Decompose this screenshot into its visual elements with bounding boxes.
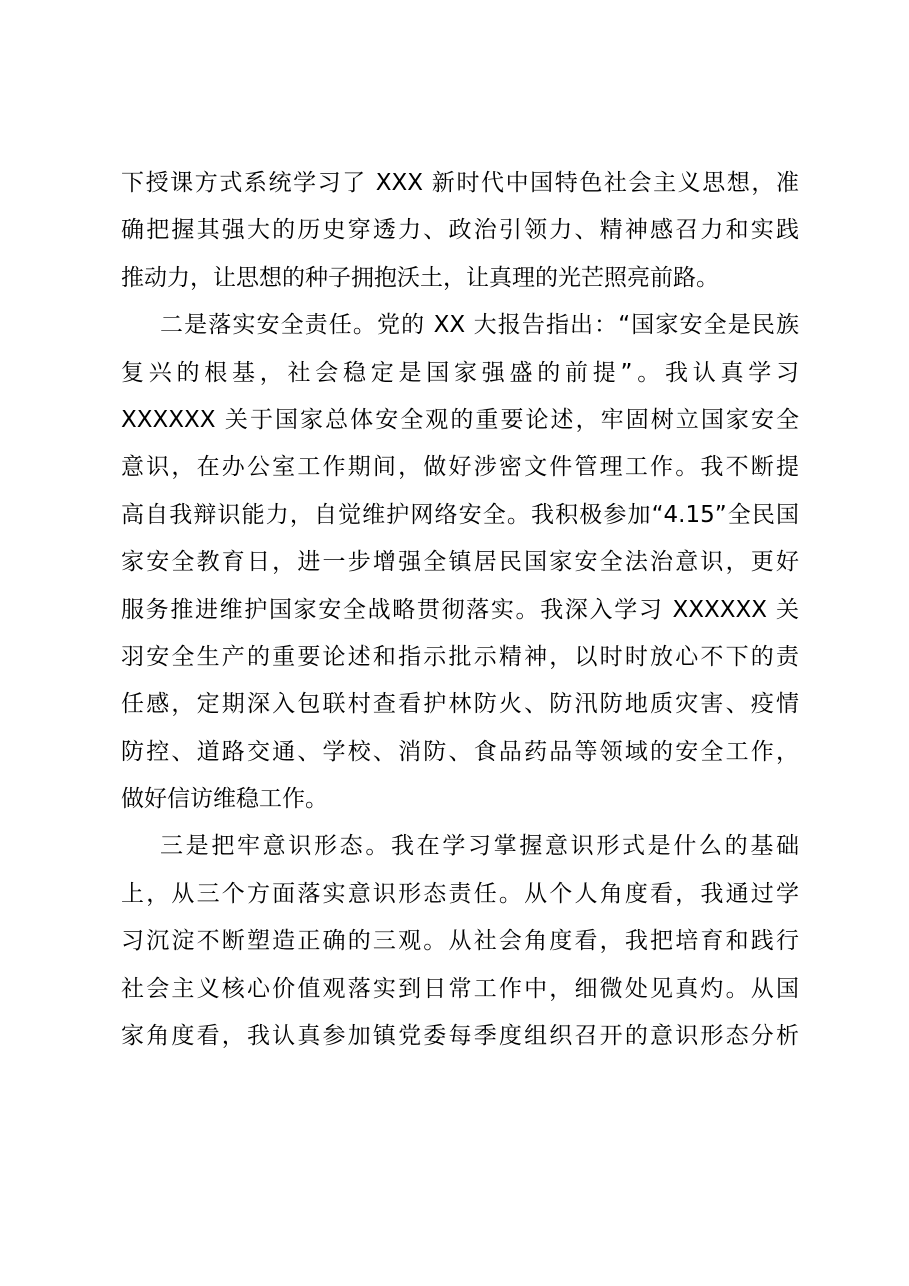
- text-line: 确把握其强大的历史穿透力、政治引领力、精神感召力和实践: [121, 217, 799, 244]
- text-line: 羽安全生产的重要论述和指示批示精神，以时时放心不下的责: [121, 643, 799, 670]
- text-line: XXXXXX 关于国家总体安全观的重要论述，牢固树立国家安全: [121, 406, 799, 433]
- text-line: 做好信访维稳工作。: [121, 786, 328, 813]
- text-line: 家安全教育日，进一步增强全镇居民国家安全法治意识，更好: [121, 549, 799, 576]
- text-line: 防控、道路交通、学校、消防、食品药品等领域的安全工作，: [121, 738, 799, 765]
- text-line: 下授课方式系统学习了 XXX 新时代中国特色社会主义思想，准: [121, 170, 799, 196]
- text-line: 任感，定期深入包联村查看护林防火、防汛防地质灾害、疫情: [121, 691, 799, 718]
- text-line: 意识，在办公室工作期间，做好涉密文件管理工作。我不断提: [121, 454, 799, 481]
- paragraph-start-line: 三是把牢意识形态。我在学习掌握意识形式是什么的基础: [160, 833, 799, 860]
- text-line: 服务推进维护国家安全战略贯彻落实。我深入学习 XXXXXX 关: [121, 596, 799, 623]
- text-line: 社会主义核心价值观落实到日常工作中，细微处见真灼。从国: [121, 975, 799, 1002]
- text-line: 上，从三个方面落实意识形态责任。从个人角度看，我通过学: [121, 880, 799, 907]
- text-line: 高自我辩识能力，自觉维护网络安全。我积极参加“4.15”全民国: [121, 501, 799, 528]
- text-line: 复兴的根基，社会稳定是国家强盛的前提”。我认真学习: [121, 359, 799, 386]
- body-text: [121, 160, 799, 1060]
- text-line: 推动力，让思想的种子拥抱沃土，让真理的光芒照亮前路。: [121, 264, 719, 291]
- paragraph-start-line: 二是落实安全责任。党的 XX 大报告指出：“国家安全是民族: [160, 312, 799, 339]
- text-line: 习沉淀不断塑造正确的三观。从社会角度看，我把培育和践行: [121, 928, 799, 955]
- text-line: 家角度看，我认真参加镇党委每季度组织召开的意识形态分析: [121, 1023, 799, 1050]
